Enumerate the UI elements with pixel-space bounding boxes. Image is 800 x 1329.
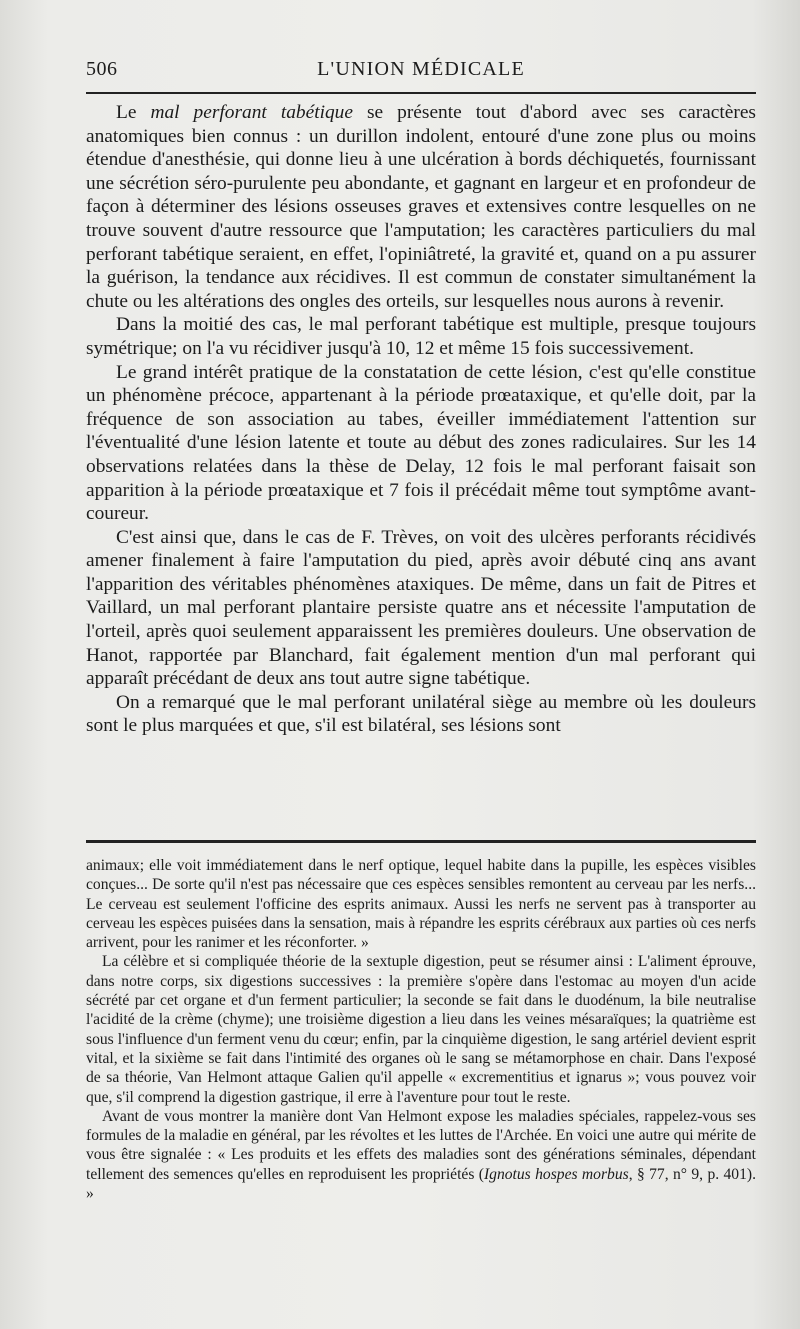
citation-title: Ignotus hospes morbus <box>483 1165 629 1183</box>
footnote-rule <box>86 840 756 843</box>
journal-title: L'UNION MÉDICALE <box>317 58 525 80</box>
main-text <box>86 101 756 738</box>
page-header <box>86 54 756 84</box>
paragraph <box>86 101 756 313</box>
footnote-text: , § 77, n° 9, p. 401). » <box>86 1165 756 1203</box>
paragraph: Dans la moitié des cas, le mal perforant tabétique est multiple, presque toujours symétrique; on l'a vu récidiver jusqu'à 10, 12 et même 15 fois successivement. <box>86 314 756 359</box>
footnote-paragraph: La célèbre et si compliquée théorie de la sextuple digestion, peut se résumer ainsi : L'aliment éprouve, dans notre corps, six digestions successives : la première s'opère dans l'estomac au moyen d'un acide sécrété par cet organe et d'un ferment particulier; la seconde se fait dans le duodénum, la bile neutralise l'acidité de la crème (chyme); une troisième digestion a lieu dans les veines mésaraïques; la quatrième est sous l'influence d'un ferment venu du cœur; enfin, par la cinquième digestion, le sang artériel devient esprit vital, et la sixième se fait dans l'intimité des organes où le sang se métamorphose en chair. Dans l'exposé de sa théorie, Van Helmont attaque Galien qu'il appelle « excrementitius et ignarus »; vous pouvez voir que, s'il comprend la digestion gastrique, il erre à l'aventure pour tout le reste. <box>86 953 756 1106</box>
paragraph-text: se présente tout d'abord avec ses caractères anatomiques bien connus : un durillon indolent, entouré d'une zone plus ou moins étendue d'anesthésie, qui donne lieu à une ulcération à bords déchiquetés, fournissant une sécrétion séro-purulente peu abondante, et gagnant en largeur et en profondeur de façon à déterminer des lésions osseuses graves et extensives contre lesquelles on ne trouve souvent d'autre ressource que l'amputation; les caractères particuliers du mal perforant tabétique seraient, en effet, l'opiniâtreté, la gravité et, quand on a pu assurer la guérison, la tendance aux récidives. Il est commun de constater simultanément la chute ou les altérations des ongles des orteils, sur lesquelles nous aurons à revenir. <box>86 102 756 312</box>
paragraph-text: Le <box>116 102 151 123</box>
header-rule <box>86 92 756 94</box>
page-number: 506 <box>86 58 118 80</box>
paragraph: Le grand intérêt pratique de la constatation de cette lésion, c'est qu'elle constitue un phénomène précoce, appartenant à la période prœataxique, et qu'elle doit, par la fréquence de son association au tabes, éveiller immédiatement l'attention sur l'éventualité d'une lésion latente et toute au début des zones radiculaires. Sur les 14 observations relatées dans la thèse de Delay, 12 fois le mal perforant faisait son apparition à la période prœataxique et 7 fois il précédait même tout symptôme avant-coureur. <box>86 361 756 525</box>
footnotes <box>86 856 756 1203</box>
paragraph: On a remarqué que le mal perforant unilatéral siège au membre où les douleurs sont le plus marquées et que, s'il est bilatéral, ses lésions sont <box>86 691 756 737</box>
footnote-paragraph <box>86 1107 756 1203</box>
footnote-text: Avant de vous montrer la manière dont Van Helmont expose les maladies spéciales, rappelez-vous ses formules de la maladie en général, par les révoltes et les luttes de l'Archée. En voici une autre qui mérite de vous être signalée : « Les produits et les effets des maladies sont des générations séminales, dépendant tellement des semences qu'elles en reproduisent les propriétés ( <box>86 1107 756 1183</box>
footnote-paragraph: animaux; elle voit immédiatement dans le nerf optique, lequel habite dans la pupille, les espèces visibles conçues... De sorte qu'il n'est pas nécessaire que ces espèces sensibles remontent au cerveau par les nerfs... Le cerveau est seulement l'officine des esprits animaux. Aussi les nerfs ne servent pas à transporter au cerveau les espèces puisées dans la sensation, mais à répandre les esprits cérébraux aux parties où ces nerfs arrivent, pour les ranimer et les réconforter. » <box>86 857 756 952</box>
italic-term: mal perforant tabétique <box>150 102 353 123</box>
paragraph: C'est ainsi que, dans le cas de F. Trèves, on voit des ulcères perforants récidivés amener finalement à faire l'amputation du pied, après avoir débuté cinq ans avant l'apparition des véritables phénomènes ataxiques. De même, dans un fait de Pitres et Vaillard, un mal perforant plantaire persiste quatre ans et nécessite l'amputation de l'orteil, après quoi seulement apparaissent les premières douleurs. Une observation de Hanot, rapportée par Blanchard, fait également mention d'un mal perforant qui apparaît précédant de deux ans tout autre signe tabétique. <box>86 526 756 690</box>
